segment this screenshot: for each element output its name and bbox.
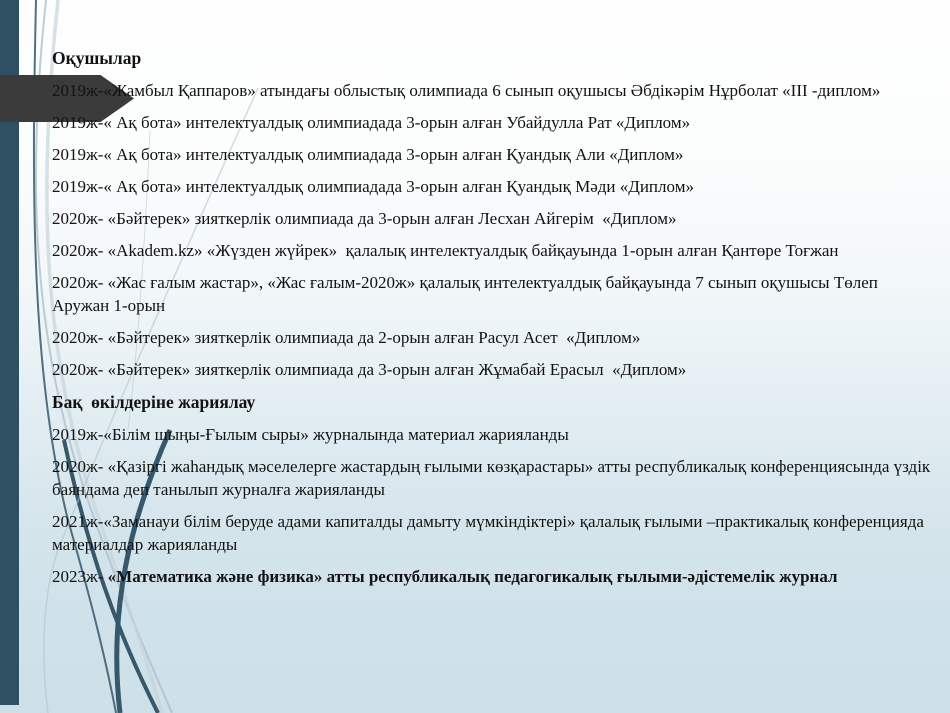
achievement-item: 2020ж- «Бәйтерек» зияткерлік олимпиада да 3-орын алған Лесхан Айгерім «Диплом» [52, 209, 677, 229]
publication-item: 2021ж-«Заманауи білім беруде адами капиталды дамыту мүмкіндіктері» қалалық ғылыми –практикалық конференцияда материалдар жарияланды [52, 511, 929, 554]
final-entry-year: 2023ж- [52, 566, 108, 586]
media-section-heading: Бақ өкілдеріне жариялау [52, 392, 256, 413]
achievement-item: 2019ж-«Жамбыл Қаппаров» атындағы облыстық олимпиада 6 сынып оқушысы Әбдікәрім Нұрболат «ІІІ -диплом» [52, 80, 881, 100]
publication-item: 2020ж- «Қазіргі жаһандық мәселелерге жастардың ғылыми көзқарастары» атты республикалық конференциясында үздік баяндама деп танылып журналға жарияланды [52, 457, 935, 499]
achievement-item: 2019ж-« Ақ бота» интелектуалдық олимпиадада 3-орын алған Убайдулла Рат «Диплом» [52, 112, 691, 132]
publication-item: 2019ж-«Білім шыңы-Ғылым сыры» журналында материал жарияланды [52, 425, 569, 445]
achievement-item: 2019ж-« Ақ бота» интелектуалдық олимпиадада 3-орын алған Қуандық Али «Диплом» [52, 144, 684, 164]
achievement-item: 2020ж- «Бәйтерек» зияткерлік олимпиада да 3-орын алған Жұмабай Ерасыл «Диплом» [52, 360, 687, 380]
students-section-heading: Оқушылар [52, 48, 142, 68]
achievement-item: 2019ж-« Ақ бота» интелектуалдық олимпиадада 3-орын алған Қуандық Мәди «Диплом» [52, 177, 694, 197]
achievement-item: 2020ж- «Бәйтерек» зияткерлік олимпиада да 2-орын алған Расул Асет «Диплом» [52, 328, 641, 348]
final-journal-entry [52, 566, 932, 589]
final-entry-title: «Математика және физика» атты республикалық педагогикалық ғылыми-әдістемелік журнал [107, 566, 838, 586]
achievement-item: 2020ж- «Akadem.kz» «Жүзден жүйрек» қалалық интелектуалдық байқауында 1-орын алған Қантөре Тоғжан [52, 241, 839, 261]
achievement-item: 2020ж- «Жас ғалым жастар», «Жас ғалым-2020ж» қалалық интелектуалдық байқауында 7 сынып оқушысы Төлеп Аружан 1-орын [52, 273, 883, 316]
slide-text-block [52, 47, 935, 598]
